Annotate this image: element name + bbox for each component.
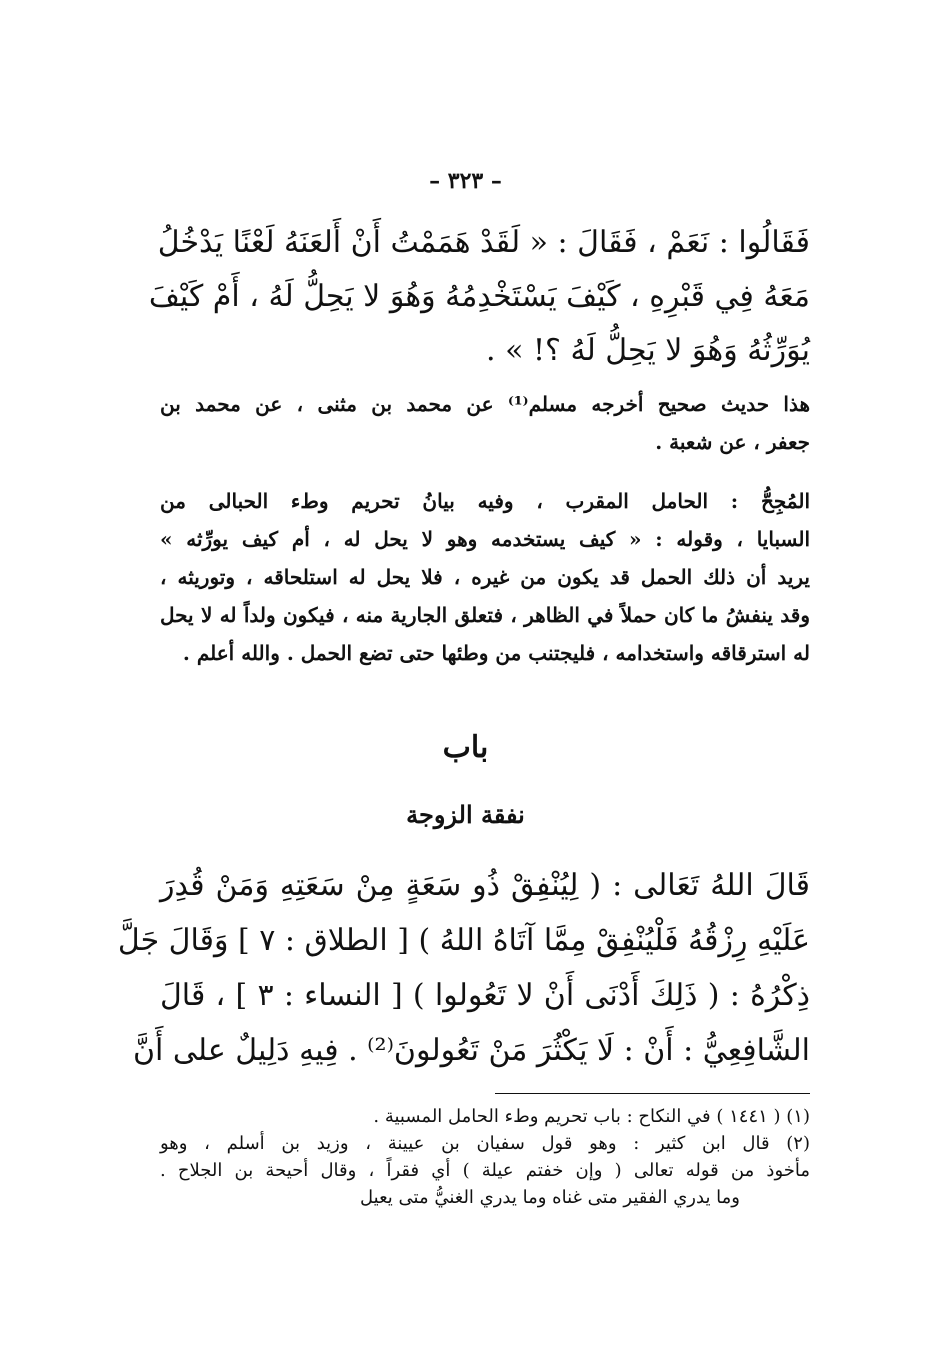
hadith-line: يُوَرِّثُهُ وَهُوَ لا يَحِلُّ لَهُ ؟! » . [486,333,810,368]
chapter-subtitle: نفقة الزوجة [406,800,525,829]
commentary-line: جعفر ، عن شعبة . [655,430,810,454]
footnote-line: مأخوذ من قوله تعالى ( وإن خفتم عيلة ) أي فقراً ، وقال أحيحة بن الجلاح . [160,1160,810,1181]
hadith-line: مَعَهُ فِي قَبْرِهِ ، كَيْفَ يَسْتَخْدِمُهُ وَهُوَ لا يَحِلُّ لَهُ ، أَمْ كَيْفَ [148,279,810,314]
commentary-line: يريد أن ذلك الحمل قد يكون من غيره ، فلا يحل له استلحاقه ، وتوريثه ، [160,565,810,589]
footnote-line: (٢) قال ابن كثير : وهو قول سفيان بن عيينة ، وزيد بن أسلم ، وهو [160,1133,810,1154]
commentary-line: هذا حديث صحيح أخرجه مسلم⁽¹⁾ عن محمد بن مثنى ، عن محمد بن [160,392,810,416]
footnote-line: (١) ( ١٤٤١ ) في النكاح : باب تحريم وطء الحامل المسبية . [373,1106,810,1127]
chapter-heading: باب [442,730,489,765]
commentary-explanation [160,482,810,672]
footnotes [160,1103,810,1211]
verse-line: قَالَ اللهُ تَعَالى : ( لِيُنْفِقْ ذُو سَعَةٍ مِنْ سَعَتِهِ وَمَنْ قُدِرَ [160,868,810,903]
verse-text [117,858,810,1078]
commentary-line: المُجِحُّ : الحامل المقرب ، وفيه بيانُ تحريم وطء الحبالى من [160,489,810,513]
hadith-line: فَقَالُوا : نَعَمْ ، فَقَالَ : « لَقَدْ هَمَمْتُ أَنْ أَلعَنَهُ لَعْنًا يَدْخُلُ [157,225,810,260]
verse-line: عَلَيْهِ رِزْقُهُ فَلْيُنْفِقْ مِمَّا آتَاهُ اللهُ ) [ الطلاق : ٧ ] وَقَالَ جَلَّ [117,923,810,958]
commentary-line: السبايا ، وقوله : « كيف يستخدمه وهو لا يحل له ، أم كيف يورِّثه » [160,527,810,551]
commentary-line: له استرقاقه واستخدامه ، فليجتنب من وطئها حتى تضع الحمل . والله أعلم . [182,641,810,665]
poetry-line: وما يدري الفقير متى غناه وما يدري الغنيُّ متى يعيل [360,1187,740,1208]
commentary-line: وقد ينفشُ ما كان حملاً في الظاهر ، فتعلق الجارية منه ، فيكون ولداً له لا يحل [160,603,810,627]
commentary-text [160,385,810,461]
verse-line: الشَّافِعِيُّ : أَنْ : لَا يَكْثُرَ مَنْ تَعُولونَ⁽²⁾ . فِيهِ دَلِيلٌ على أَنَّ [132,1033,810,1068]
footnote-divider [495,1093,810,1094]
page-number: – ٣٢٣ – [429,168,502,194]
hadith-text [148,216,810,378]
verse-line: ذِكْرُهُ : ( ذَلِكَ أَدْنَى أَنْ لا تَعُولوا ) [ النساء : ٣ ] ، قَالَ [160,978,810,1013]
